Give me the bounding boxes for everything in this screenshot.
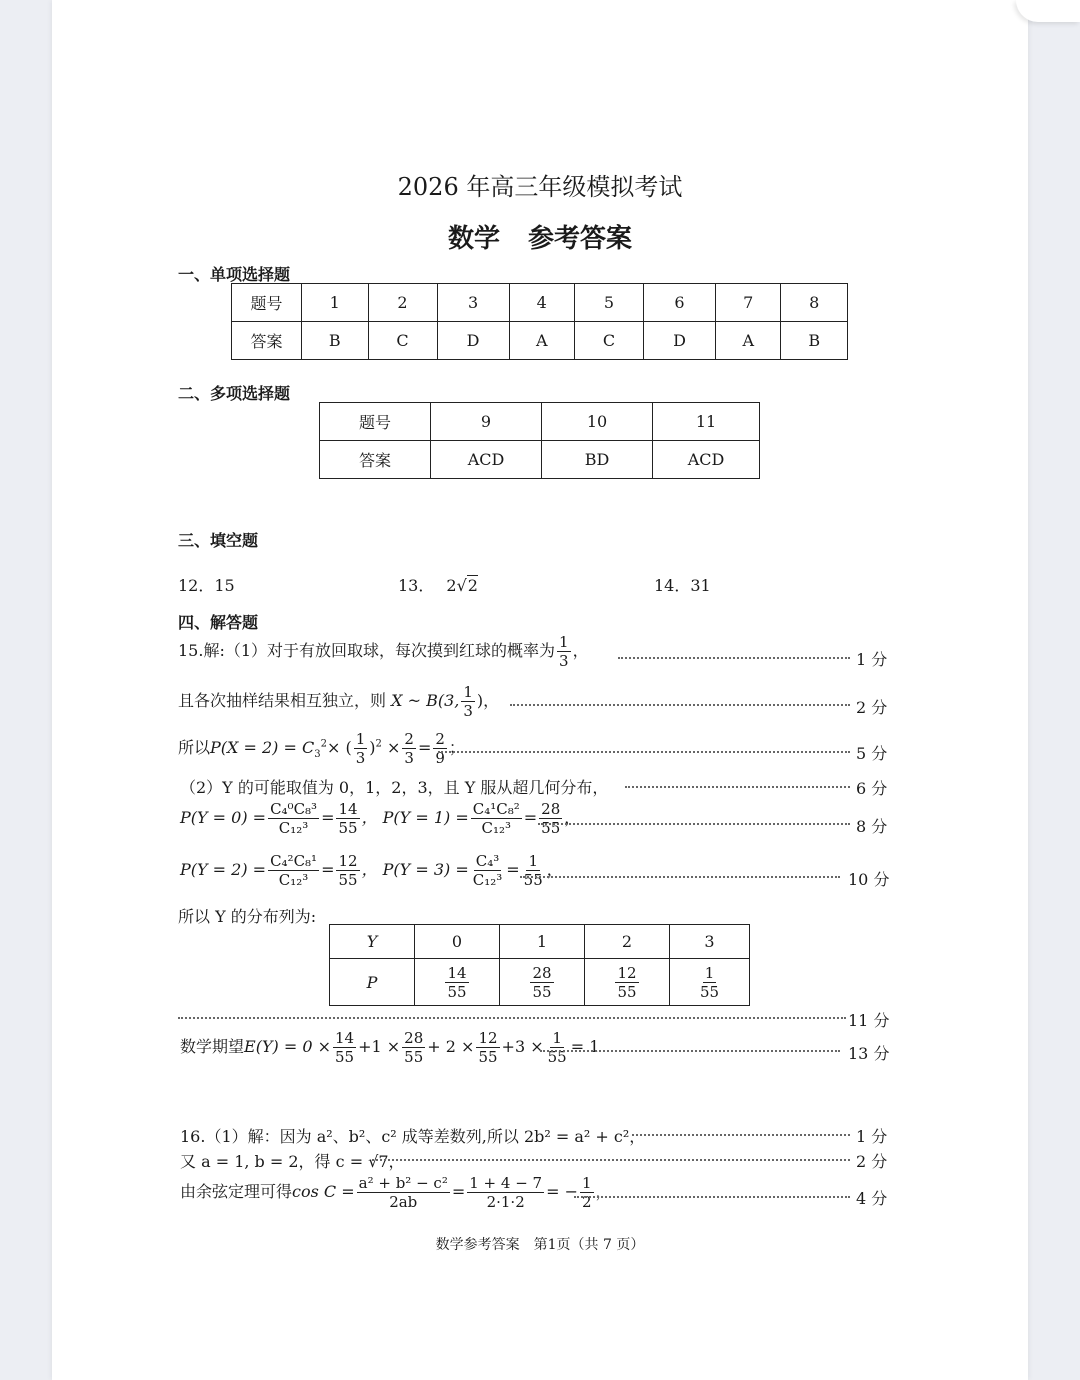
frac-num: 1 bbox=[528, 852, 538, 870]
math-expr: +3 × bbox=[501, 1037, 544, 1056]
dot-leader bbox=[178, 1017, 846, 1019]
fraction bbox=[530, 964, 553, 1001]
score-label: 8 分 bbox=[856, 817, 888, 836]
q15-line-5 bbox=[180, 800, 580, 837]
fraction bbox=[268, 800, 319, 837]
frac-num: 12 bbox=[617, 963, 637, 982]
math-expr: × ( bbox=[326, 738, 352, 757]
frac-den: C₁₂³ bbox=[278, 871, 309, 889]
dot-leader bbox=[510, 704, 850, 706]
q15-line-1 bbox=[178, 633, 589, 670]
table-cell: C bbox=[368, 322, 437, 360]
page-footer: 数学参考答案 第1页（共 7 页） bbox=[435, 1237, 645, 1253]
fraction bbox=[333, 1029, 356, 1066]
table-cell: A bbox=[509, 322, 574, 360]
frac-den: 55 bbox=[547, 1048, 567, 1066]
table-cell: 2 bbox=[368, 284, 437, 322]
exponent: 2 bbox=[375, 738, 382, 750]
table-cell: 3 bbox=[437, 284, 509, 322]
math-expr: + 2 × bbox=[427, 1037, 475, 1056]
table-header-question: 题号 bbox=[320, 403, 431, 441]
exam-title: 2026 年高三年级模拟考试 bbox=[397, 173, 683, 201]
fraction bbox=[476, 1029, 499, 1066]
single-choice-answer-table bbox=[231, 283, 848, 360]
q15-text: 所以 bbox=[178, 738, 211, 757]
math-expr: = bbox=[451, 1182, 466, 1201]
frac-num: 1 bbox=[559, 633, 569, 651]
section-heading-multi-choice: 二、多项选择题 bbox=[178, 384, 291, 403]
frac-num: 1 bbox=[704, 963, 715, 982]
dot-leader bbox=[372, 1159, 850, 1161]
punct: ， bbox=[595, 1182, 612, 1201]
table-cell: 5 bbox=[574, 284, 643, 322]
table-cell: 3 bbox=[670, 925, 750, 959]
fill-answer-13-radicand: 2 bbox=[467, 576, 478, 595]
section-heading-fill-blank: 三、填空题 bbox=[178, 531, 259, 550]
frac-num: 28 bbox=[404, 1029, 424, 1047]
table-header-answer: 答案 bbox=[232, 322, 302, 360]
dot-leader bbox=[538, 823, 850, 825]
math-expr: = bbox=[321, 860, 335, 879]
frac-num: 2 bbox=[435, 730, 445, 748]
q15-line-2 bbox=[178, 683, 499, 720]
math-expr: = bbox=[321, 808, 335, 827]
fraction bbox=[467, 1174, 544, 1211]
frac-num: 1 + 4 − 7 bbox=[469, 1174, 543, 1192]
table-header-answer: 答案 bbox=[320, 441, 431, 479]
fill-answer-13-coef: 2 bbox=[446, 576, 457, 595]
fill-answer-12: 12．15 bbox=[178, 576, 235, 595]
frac-num: 1 bbox=[355, 730, 366, 748]
q16-text: 由余弦定理可得 bbox=[180, 1182, 293, 1201]
q15-expectation bbox=[180, 1029, 599, 1066]
frac-den: 9 bbox=[435, 749, 445, 767]
section-heading-solutions: 四、解答题 bbox=[178, 613, 259, 632]
table-cell: C bbox=[574, 322, 643, 360]
punct: ； bbox=[448, 738, 465, 757]
frac-num: 14 bbox=[447, 963, 467, 982]
frac-den: 55 bbox=[478, 1048, 498, 1066]
table-cell: 0 bbox=[415, 925, 500, 959]
score-label: 1 分 bbox=[856, 650, 888, 669]
score-label: 2 分 bbox=[856, 1152, 888, 1171]
math-expr: ， P(Y = 3) = bbox=[361, 860, 469, 879]
frac-den: 55 bbox=[699, 982, 720, 1001]
dot-leader bbox=[574, 1196, 850, 1198]
math-expr: = bbox=[506, 860, 520, 879]
table-cell: D bbox=[644, 322, 716, 360]
score-label: 2 分 bbox=[856, 698, 888, 717]
math-expr: = bbox=[417, 738, 432, 757]
table-cell: ACD bbox=[431, 441, 542, 479]
frac-den: C₁₂³ bbox=[472, 871, 503, 889]
fraction bbox=[546, 1029, 569, 1066]
fraction bbox=[402, 730, 416, 767]
frac-num: 12 bbox=[338, 852, 358, 870]
score-label: 10 分 bbox=[848, 870, 890, 889]
page-curl-corner bbox=[1016, 0, 1080, 22]
fraction bbox=[402, 1029, 425, 1066]
score-label: 5 分 bbox=[856, 744, 888, 763]
dot-leader bbox=[632, 1134, 850, 1136]
frac-den: 55 bbox=[447, 982, 467, 1001]
math-expr: = − bbox=[546, 1182, 578, 1201]
fraction bbox=[268, 852, 319, 889]
frac-num: C₄⁰C₈³ bbox=[270, 800, 318, 818]
score-label: 4 分 bbox=[856, 1189, 888, 1208]
frac-num: C₄¹C₈² bbox=[472, 800, 520, 818]
frac-den: 55 bbox=[338, 871, 358, 889]
math-expr: X ~ B(3, bbox=[391, 691, 460, 710]
punct: ， bbox=[572, 641, 589, 660]
frac-den: C₁₂³ bbox=[278, 819, 309, 837]
fraction bbox=[471, 800, 522, 837]
table-cell: 6 bbox=[644, 284, 716, 322]
fill-answer-13-label: 13． bbox=[398, 576, 435, 595]
q15-line-3: 所以$P(X = 2) = C_3^2\times$ ( $\frac{1}{3}$ )$^2$ × $\frac{2}{3}$ = $\frac{2}{9}$ ； bbox=[178, 730, 465, 767]
frac-den: 3 bbox=[463, 702, 473, 720]
table-cell bbox=[670, 959, 750, 1006]
frac-num: 1 bbox=[552, 1029, 562, 1047]
table-cell: 4 bbox=[509, 284, 574, 322]
answer-key-label: 参考答案 bbox=[528, 224, 633, 254]
frac-den: 2 bbox=[582, 1193, 592, 1211]
frac-den: 3 bbox=[355, 749, 366, 767]
fraction bbox=[539, 800, 562, 837]
frac-den: 55 bbox=[523, 871, 543, 889]
punct: ， bbox=[546, 860, 563, 879]
frac-num: 28 bbox=[541, 800, 561, 818]
fraction bbox=[461, 683, 475, 720]
table-cell: 2 bbox=[585, 925, 670, 959]
frac-num: 14 bbox=[335, 1029, 355, 1047]
math-expr: +1 × bbox=[358, 1037, 401, 1056]
document-subtitle bbox=[0, 218, 1080, 255]
table-cell: 7 bbox=[716, 284, 781, 322]
dot-leader bbox=[625, 786, 850, 788]
fraction bbox=[522, 852, 545, 889]
table-cell: 1 bbox=[302, 284, 369, 322]
fraction bbox=[336, 852, 359, 889]
table-cell: 9 bbox=[431, 403, 542, 441]
table-cell: A bbox=[716, 322, 781, 360]
distribution-table bbox=[329, 924, 750, 1006]
frac-den: 55 bbox=[541, 819, 561, 837]
score-label: 13 分 bbox=[848, 1044, 890, 1063]
score-label: 1 分 bbox=[856, 1127, 888, 1146]
fraction bbox=[698, 964, 721, 1001]
math-expr: P(Y = 2) = bbox=[180, 860, 267, 879]
fraction bbox=[336, 800, 359, 837]
fill-answer-14: 14．31 bbox=[654, 576, 711, 595]
fraction bbox=[615, 964, 638, 1001]
score-label: 11 分 bbox=[848, 1011, 890, 1030]
subject-label: 数学 bbox=[447, 224, 500, 254]
fraction bbox=[433, 730, 447, 767]
fraction bbox=[557, 633, 571, 670]
dot-leader bbox=[618, 657, 850, 659]
q15-line-6 bbox=[180, 852, 563, 889]
math-expr: P(X = 2) = C bbox=[210, 738, 315, 757]
table-cell: B bbox=[302, 322, 369, 360]
math-expr: cos C = bbox=[292, 1182, 355, 1201]
frac-num: 12 bbox=[478, 1029, 498, 1047]
fraction bbox=[580, 1174, 594, 1211]
frac-num: C₄³ bbox=[475, 852, 500, 870]
math-expr: E(Y) = 0 × bbox=[244, 1037, 331, 1056]
q15-line-4: （2）Y 的可能取值为 0，1，2，3，且 Y 服从超几何分布， bbox=[180, 778, 609, 797]
q15-text: 且各次抽样结果相互独立，则 bbox=[178, 691, 387, 710]
dot-leader bbox=[520, 876, 840, 878]
math-expr: = bbox=[523, 808, 538, 827]
frac-num: 1 bbox=[582, 1174, 592, 1192]
dot-leader bbox=[438, 751, 850, 753]
table-cell: 1 bbox=[500, 925, 585, 959]
fraction bbox=[357, 1174, 450, 1211]
fraction bbox=[354, 730, 368, 767]
frac-num: C₄²C₈¹ bbox=[270, 852, 318, 870]
frac-den: 2ab bbox=[389, 1193, 418, 1211]
math-expr: = 1 bbox=[570, 1037, 600, 1056]
q16-line-1: 16.（1）解：因为 a²、b²、c² 成等差数列,所以 2b² = a² + c²， bbox=[180, 1127, 646, 1146]
table-cell: D bbox=[437, 322, 509, 360]
q15-line-7: 所以 Y 的分布列为: bbox=[178, 907, 317, 926]
fraction bbox=[471, 852, 505, 889]
frac-den: 55 bbox=[617, 982, 637, 1001]
table-cell: ACD bbox=[653, 441, 760, 479]
table-cell: B bbox=[781, 322, 848, 360]
frac-den: 55 bbox=[532, 982, 552, 1001]
dist-header-p: P bbox=[330, 959, 415, 1006]
table-cell bbox=[500, 959, 585, 1006]
table-cell: 11 bbox=[653, 403, 760, 441]
dot-leader bbox=[540, 1050, 840, 1052]
table-cell: 8 bbox=[781, 284, 848, 322]
score-label: 6 分 bbox=[856, 779, 888, 798]
table-header-question: 题号 bbox=[232, 284, 302, 322]
frac-den: 55 bbox=[335, 1048, 355, 1066]
section-heading-single-choice: 一、单项选择题 bbox=[178, 265, 291, 284]
frac-num: 1 bbox=[463, 683, 473, 701]
frac-num: 28 bbox=[532, 963, 552, 982]
table-cell bbox=[415, 959, 500, 1006]
table-cell: 10 bbox=[542, 403, 653, 441]
frac-den: 3 bbox=[559, 652, 569, 670]
frac-den: 2·1·2 bbox=[486, 1193, 525, 1211]
table-cell: BD bbox=[542, 441, 653, 479]
math-expr: P(Y = 0) = bbox=[180, 808, 267, 827]
frac-num: a² + b² − c² bbox=[358, 1174, 448, 1192]
frac-num: 14 bbox=[338, 800, 358, 818]
q15-text: 15.解:（1）对于有放回取球，每次摸到红球的概率为 bbox=[178, 641, 556, 660]
multi-choice-answer-table bbox=[319, 402, 760, 479]
fraction bbox=[445, 964, 468, 1001]
frac-den: 55 bbox=[404, 1048, 424, 1066]
fill-answer-13: 13． 2√2 bbox=[398, 576, 478, 595]
q15-text: 数学期望 bbox=[180, 1037, 245, 1056]
frac-num: 2 bbox=[404, 730, 414, 748]
q16-line-3 bbox=[180, 1174, 612, 1211]
frac-den: 3 bbox=[404, 749, 414, 767]
table-cell bbox=[585, 959, 670, 1006]
dist-header-y: Y bbox=[330, 925, 415, 959]
frac-den: 55 bbox=[338, 819, 358, 837]
frac-den: C₁₂³ bbox=[481, 819, 511, 837]
math-expr: ， P(Y = 1) = bbox=[361, 808, 469, 827]
q16-line-2: 又 a = 1, b = 2，得 c = √7， bbox=[180, 1152, 405, 1171]
punct: )， bbox=[476, 691, 500, 710]
punct: ， bbox=[564, 808, 581, 827]
